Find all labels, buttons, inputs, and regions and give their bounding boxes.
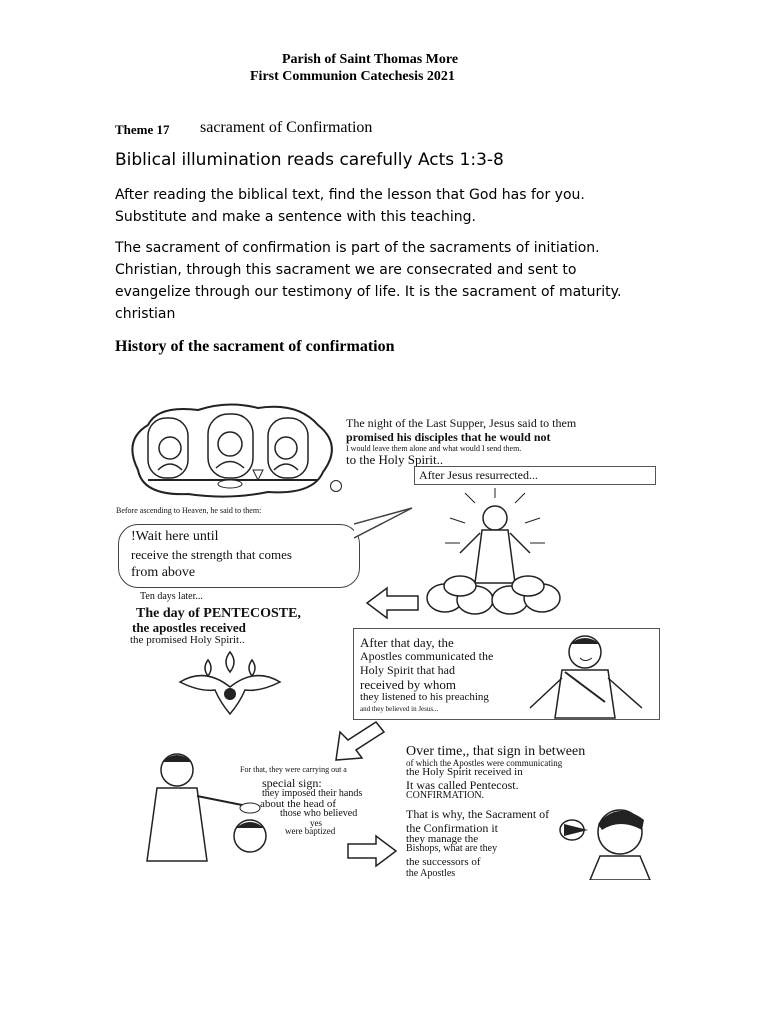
p6-text: were baptized [285,826,336,836]
body-line: evangelize through our testimony of life. It is the sacrament of maturity. [115,284,622,300]
p1-text: promised his disciples that he would not [346,430,551,444]
p5-text: they listened to his preaching [360,691,489,703]
arrow-right-icon [346,834,398,868]
body-line: christian [115,306,176,322]
p4-text: The day of PENTECOSTE, [136,606,301,621]
p6-text: special sign: [262,776,322,790]
comic-strip [110,390,670,900]
p8-text: the successors of [406,856,481,868]
instructions [115,184,675,228]
theme-title: sacrament of Confirmation [200,119,373,136]
dove-flames-illustration [170,642,290,722]
p3-bubble-text: !Wait here until [131,529,219,544]
body-line: Christian, through this sacrament we are consecrated and sent to [115,262,577,278]
p2-text: After Jesus resurrected... [419,468,538,482]
p8-text: they manage the [406,833,479,845]
p1-text: The night of the Last Supper, Jesus said to them [346,416,577,430]
section-heading: History of the sacrament of confirmation [115,338,395,355]
arrow-down-left-icon [332,720,392,765]
bishop-blessing-illustration [132,746,272,866]
p4-text: the promised Holy Spirit.. [130,634,245,646]
catechesis-title: First Communion Catechesis 2021 [250,69,455,84]
p6-text: those who believed [280,808,358,819]
p4-text: the apostles received [132,620,246,635]
p7-text: the Holy Spirit received in [406,766,523,778]
p1-text: I would leave them alone and what would I send them. [346,444,522,453]
p7-text: of which the Apostles were communicating [406,758,563,768]
p3-caption: Before ascending to Heaven, he said to them: [116,506,262,515]
p5-text: and they believed in Jesus... [360,705,439,713]
anointing-illustration [558,800,658,880]
p8-text: That is why, the Sacrament of [406,807,550,821]
instructions-line: Substitute and make a sentence with this teaching. [115,209,476,225]
risen-jesus-illustration [420,488,570,618]
apostle-illustration [520,630,650,720]
p2-caption-box [414,466,656,485]
arrow-left-icon [365,586,420,620]
speech-bubble [118,524,360,588]
p8-text: the Confirmation it [406,821,498,835]
last-supper-illustration [118,400,343,500]
p5-text: After that day, the [360,635,454,650]
speech-tail-icon [354,506,414,546]
p7-text: It was called Pentecost. [406,778,519,792]
p4-text: Ten days later... [140,591,203,602]
p5-text: Holy Spirit that had [360,663,455,677]
body-line: The sacrament of confirmation is part of the sacraments of initiation. [115,240,600,256]
p8-text: Bishops, what are they [406,843,498,854]
p3-bubble-text: receive the strength that comes [131,547,292,562]
p6-text: they imposed their hands [262,788,363,799]
p7-text: Over time,, that sign in between [406,744,586,759]
p7-text: CONFIRMATION. [406,790,485,801]
theme-label: Theme 17 [115,122,170,137]
body-paragraph [115,237,695,325]
p6-text: yes [310,818,322,828]
parish-name: Parish of Saint Thomas More [282,52,459,67]
p8-text: the Apostles [406,868,456,879]
p5-text: Apostles communicated the [360,649,494,663]
instructions-line: After reading the biblical text, find the lesson that God has for you. [115,187,585,203]
p3-bubble-text: from above [131,565,196,580]
thought-dot-icon [330,480,342,492]
p5-text: received by whom [360,677,457,692]
p6-text: For that, they were carrying out a [240,765,347,774]
reading-subtitle: Biblical illumination reads carefully Acts 1:3-8 [115,150,504,170]
p1-text: to the Holy Spirit.. [346,452,444,467]
p6-text: about the head of [260,798,337,810]
